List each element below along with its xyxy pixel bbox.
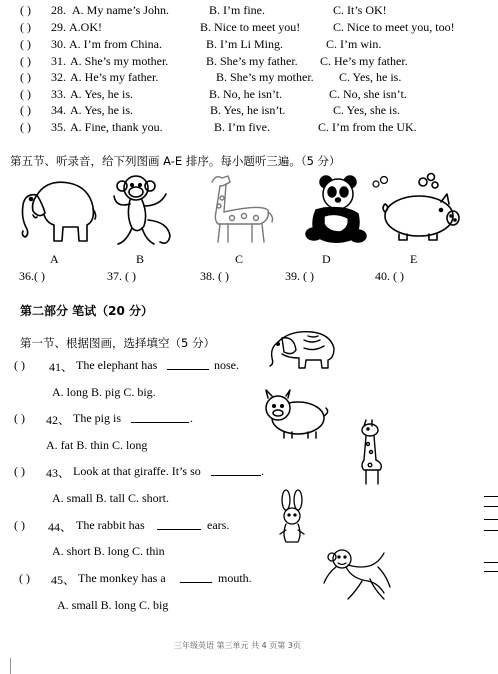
letter-a: A <box>50 252 59 266</box>
row-28-c: C. It’s OK! <box>333 3 387 17</box>
row-33-c: C. No, she isn’t. <box>329 87 407 101</box>
row-34-a: A. Yes, he is. <box>70 103 134 117</box>
q41-num: 41、 <box>49 360 74 374</box>
row-31-num: 31. <box>51 54 66 68</box>
row-31-paren: ( ) <box>20 54 31 68</box>
panda-icon <box>300 170 372 248</box>
row-34-num: 34. <box>51 103 66 117</box>
row-33-paren: ( ) <box>20 87 31 101</box>
elephant-icon <box>268 328 338 370</box>
q45-paren[interactable]: ( ) <box>19 571 30 585</box>
row-35-a: A. Fine, thank you. <box>70 120 163 134</box>
margin-mark <box>484 519 498 520</box>
row-32-b: B. She’s my mother. <box>216 70 314 84</box>
answer-36[interactable]: 36.( ) <box>19 269 45 283</box>
q43-tail: . <box>261 464 264 478</box>
q45-num: 45、 <box>51 573 76 587</box>
row-33-a: A. Yes, he is. <box>70 87 134 101</box>
row-29-c: C. Nice to meet you, too! <box>333 20 455 34</box>
margin-mark <box>484 571 498 572</box>
row-29-num: 29. <box>51 20 66 34</box>
row-34-c: C. Yes, she is. <box>333 103 401 117</box>
q42-blank[interactable] <box>131 411 189 423</box>
row-35-c: C. I’m from the UK. <box>318 120 417 134</box>
rabbit-icon <box>276 490 308 546</box>
q42-tail: . <box>190 411 193 425</box>
row-31-c: C. He’s my father. <box>320 54 408 68</box>
q44-blank[interactable] <box>157 518 201 530</box>
corner-mark <box>0 658 11 674</box>
pig-icon <box>381 172 463 244</box>
q42-stem: The pig is <box>73 411 121 425</box>
row-32-c: C. Yes, he is. <box>339 70 402 84</box>
part2-heading: 第二部分 笔试（20 分） <box>20 304 154 318</box>
q43-stem: Look at that giraffe. It’s so <box>73 464 201 478</box>
q42-num: 42、 <box>46 413 71 427</box>
q41-stem: The elephant has <box>76 358 158 372</box>
q41-paren[interactable]: ( ) <box>14 358 25 372</box>
margin-mark <box>484 496 498 497</box>
row-29-paren: ( ) <box>20 20 31 34</box>
q42-options: A. fat B. thin C. long <box>46 438 148 452</box>
monkey-icon <box>108 172 176 250</box>
q45-options: A. small B. long C. big <box>57 598 169 612</box>
row-34-paren: ( ) <box>20 103 31 117</box>
letter-e: E <box>410 252 418 266</box>
giraffe-icon <box>200 172 276 246</box>
margin-mark <box>484 562 498 563</box>
q43-paren[interactable]: ( ) <box>14 464 25 478</box>
row-30-a: A. I’m from China. <box>69 37 162 51</box>
row-33-num: 33. <box>51 87 66 101</box>
row-35-b: B. I’m five. <box>214 120 270 134</box>
row-30-b: B. I’m Li Ming. <box>206 37 283 51</box>
row-30-paren: ( ) <box>20 37 31 51</box>
row-28: ( ) <box>20 3 31 17</box>
q44-options: A. short B. long C. thin <box>52 544 165 558</box>
margin-mark <box>484 506 498 507</box>
letter-c: C <box>235 252 244 266</box>
answer-37[interactable]: 37. ( ) <box>107 269 136 283</box>
row-28-num: 28. <box>51 3 66 17</box>
row-34-b: B. Yes, he isn’t. <box>210 103 286 117</box>
row-29-b: B. Nice to meet you! <box>200 20 301 34</box>
pig-icon <box>258 388 330 440</box>
q41-blank[interactable] <box>167 358 209 370</box>
elephant-icon <box>17 175 97 247</box>
q45-stem: The monkey has a <box>78 571 166 585</box>
answer-39[interactable]: 39. ( ) <box>285 269 314 283</box>
q41-tail: nose. <box>214 358 239 372</box>
q42-paren[interactable]: ( ) <box>14 411 25 425</box>
section5-heading: 第五节、听录音，给下列图画 A-E 排序。每小题听三遍。（5 分） <box>10 154 341 168</box>
row-35-num: 35. <box>51 120 66 134</box>
row-31-a: A. She’s my mother. <box>70 54 169 68</box>
row-30-num: 30. <box>51 37 66 51</box>
row-28-a: A. My name’s John. <box>72 3 169 17</box>
section1-heading: 第一节、根据图画，选择填空（5 分） <box>20 336 215 350</box>
page-footer: 三年级英语 第三单元 共 4 页第 3页 <box>174 641 301 650</box>
row-31-b: B. She’s my father. <box>206 54 298 68</box>
row-32-num: 32. <box>51 70 66 84</box>
answer-38[interactable]: 38. ( ) <box>200 269 229 283</box>
row-32-a: A. He’s my father. <box>70 70 159 84</box>
answer-40[interactable]: 40. ( ) <box>375 269 404 283</box>
row-30-c: C. I’m win. <box>326 37 382 51</box>
row-28-b: B. I’m fine. <box>209 3 265 17</box>
q45-blank[interactable] <box>180 571 212 583</box>
monkey-icon <box>322 543 392 603</box>
q43-options: A. small B. tall C. short. <box>52 491 169 505</box>
margin-mark <box>484 530 498 531</box>
q44-stem: The rabbit has <box>76 518 145 532</box>
q44-num: 44、 <box>48 520 73 534</box>
q43-num: 43、 <box>46 466 71 480</box>
letter-d: D <box>322 252 331 266</box>
row-32-paren: ( ) <box>20 70 31 84</box>
q45-tail: mouth. <box>218 571 252 585</box>
q44-tail: ears. <box>207 518 230 532</box>
q43-blank[interactable] <box>211 464 261 476</box>
row-29-a: A.OK! <box>69 20 102 34</box>
q41-options: A. long B. pig C. big. <box>52 385 156 399</box>
giraffe-icon <box>356 420 388 486</box>
q44-paren[interactable]: ( ) <box>14 518 25 532</box>
row-33-b: B. No, he isn’t. <box>209 87 283 101</box>
row-35-paren: ( ) <box>20 120 31 134</box>
letter-b: B <box>136 252 145 266</box>
